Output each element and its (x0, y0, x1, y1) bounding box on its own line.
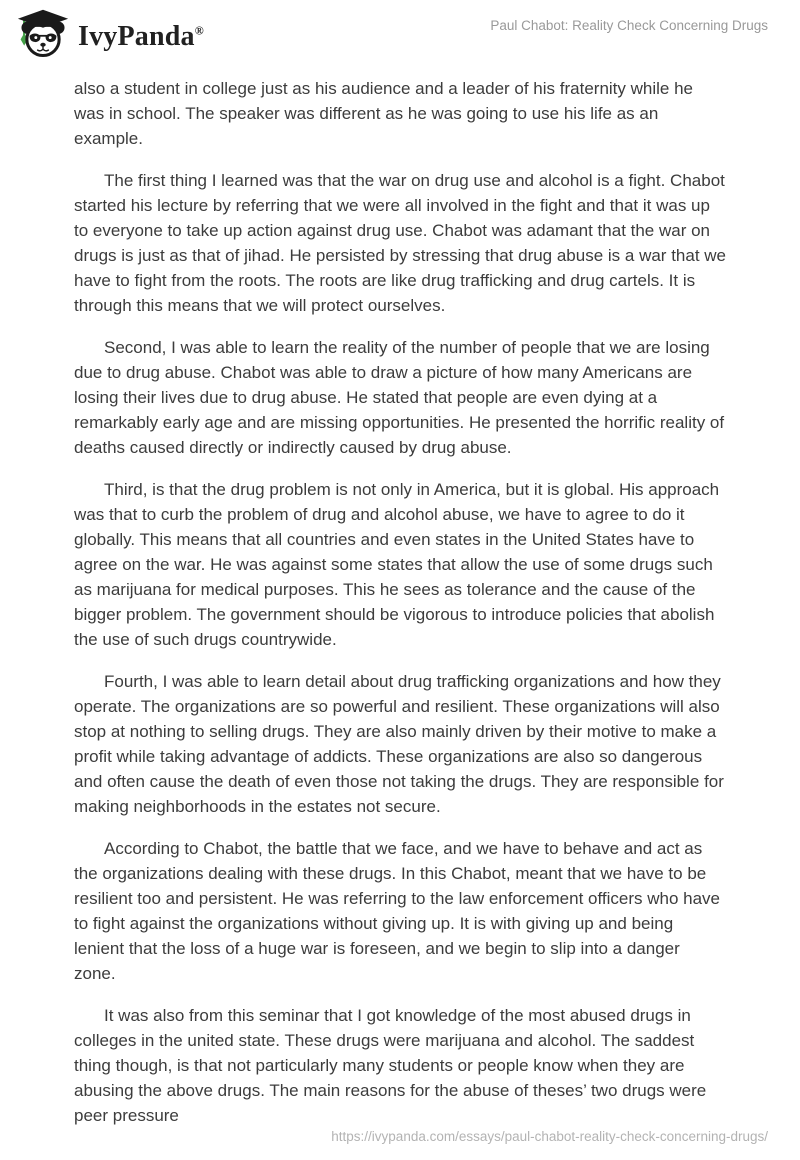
paragraph: Third, is that the drug problem is not only in America, but it is global. His approach was that to curb the problem of drug and alcohol abuse, we have to agree to do it globally. This means that all countries and even states in the United States have to agree on the war. He was against some states that allow the use of some drugs such as marijuana for medical purposes. This he sees as tolerance and the cause of the bigger problem. The government should be vigorous to introduce policies that abolish the use of such drugs countrywide. (74, 480, 720, 649)
paragraph: According to Chabot, the battle that we face, and we have to behave and act as the organizations dealing with these drugs. In this Chabot, meant that we have to be resilient too and persistent. He was referring to the law enforcement officers who have to fight against the organizations without giving up. It is with giving up and being lenient that the loss of a huge war is foreseen, and we begin to slip into a danger zone. (74, 839, 721, 983)
registered-mark: ® (194, 23, 204, 38)
page-footer (331, 1128, 768, 1146)
essay-body (74, 76, 726, 1128)
paragraph: also a student in college just as his audience and a leader of his fraternity while he was in school. The speaker was different as he was going to use his life as an example. (74, 79, 693, 148)
panda-graduation-cap-icon (14, 8, 72, 60)
brand-logo[interactable] (14, 8, 204, 60)
page-header (0, 0, 800, 62)
brand-name: IvyPanda® (78, 21, 204, 52)
paragraph-list (74, 76, 726, 1128)
paragraph: Second, I was able to learn the reality of the number of people that we are losing due to drug abuse. Chabot was able to draw a picture of how many Americans are losing their lives due to drug abuse. He stated that people are even dying at a remarkably early age and are missing opportunities. He presented the horrific reality of deaths caused directly or indirectly caused by drug abuse. (74, 338, 725, 457)
paragraph: The first thing I learned was that the war on drug use and alcohol is a fight. Chabot started his lecture by referring that we were all involved in the fight and that it was up to everyone to take up action against drug use. Chabot was adamant that the war on drugs is just as that of jihad. He persisted by stressing that drug abuse is a war that we have to fight from the roots. The roots are like drug trafficking and drug cartels. It is through this means that we will protect ourselves. (74, 171, 727, 315)
paragraph: Fourth, I was able to learn detail about drug trafficking organizations and how they operate. The organizations are so powerful and resilient. These organizations will also stop at nothing to selling drugs. They are also mainly driven by their motive to make a profit while taking advantage of addicts. These organizations are also so dangerous and often cause the death of even those not taking the drugs. They are responsible for making neighborhoods in the estates not secure. (74, 672, 724, 816)
document-title: Paul Chabot: Reality Check Concerning Drugs (490, 18, 768, 33)
paragraph: It was also from this seminar that I got knowledge of the most abused drugs in colleges in the united state. These drugs were marijuana and alcohol. The saddest thing though, is that not particularly many students or people know when they are abusing the above drugs. The main reasons for the abuse of theses’ two drugs were peer pressure (74, 1006, 707, 1125)
source-url-link[interactable]: https://ivypanda.com/essays/paul-chabot-reality-check-concerning-drugs/ (331, 1129, 768, 1144)
